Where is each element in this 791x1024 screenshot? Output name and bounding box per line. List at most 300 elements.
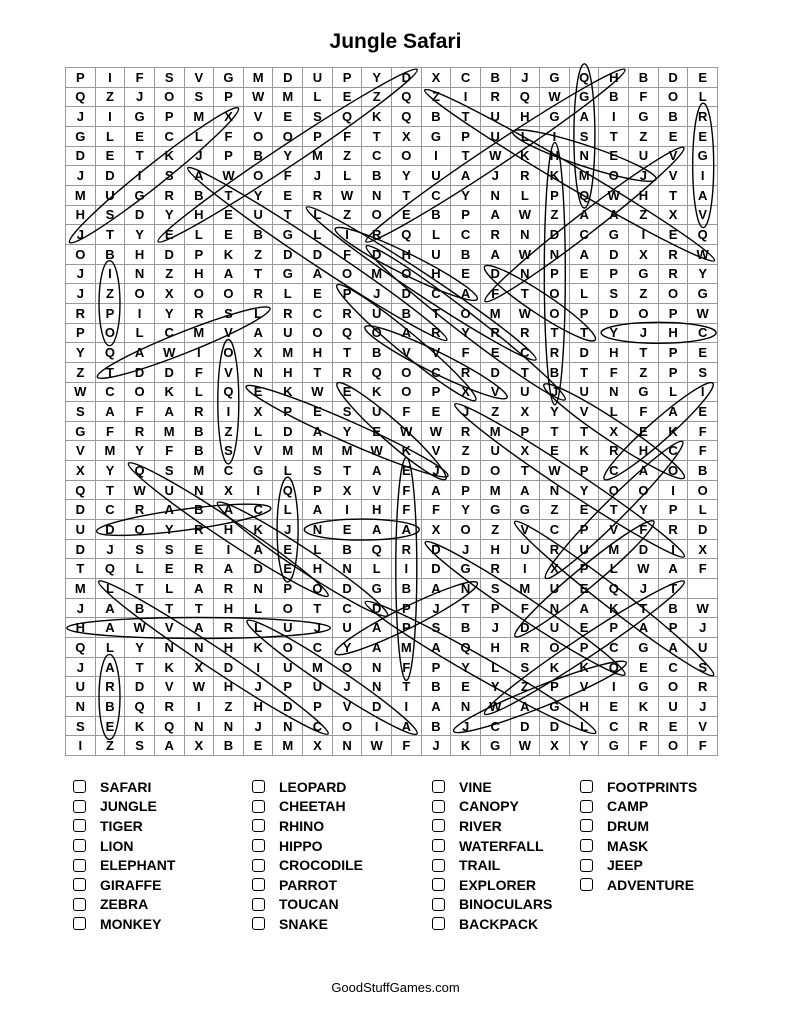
grid-cell[interactable]: J [481, 618, 511, 638]
grid-cell[interactable]: G [629, 107, 659, 127]
word-checkbox[interactable] [432, 800, 445, 813]
grid-cell[interactable]: G [629, 677, 659, 697]
grid-cell[interactable]: J [422, 736, 452, 756]
grid-cell[interactable]: A [451, 166, 481, 186]
grid-cell[interactable]: Y [451, 658, 481, 678]
grid-cell[interactable]: R [362, 225, 392, 245]
grid-cell[interactable]: W [688, 245, 718, 265]
grid-cell[interactable]: Z [451, 441, 481, 461]
grid-cell[interactable]: P [422, 658, 452, 678]
grid-cell[interactable]: M [303, 658, 333, 678]
grid-cell[interactable]: D [511, 618, 541, 638]
grid-cell[interactable]: G [540, 68, 570, 88]
grid-cell[interactable]: P [214, 147, 244, 167]
grid-cell[interactable]: X [511, 441, 541, 461]
grid-cell[interactable]: G [481, 736, 511, 756]
grid-cell[interactable]: F [629, 520, 659, 540]
grid-cell[interactable]: B [422, 107, 452, 127]
grid-cell[interactable]: B [362, 343, 392, 363]
grid-cell[interactable]: P [451, 127, 481, 147]
grid-cell[interactable]: V [244, 107, 274, 127]
word-checkbox[interactable] [73, 800, 86, 813]
grid-cell[interactable]: R [155, 697, 185, 717]
grid-cell[interactable]: H [303, 559, 333, 579]
grid-cell[interactable]: D [214, 658, 244, 678]
grid-cell[interactable]: J [66, 658, 96, 678]
grid-cell[interactable]: A [96, 658, 126, 678]
grid-cell[interactable]: J [451, 402, 481, 422]
grid-cell[interactable]: T [96, 363, 126, 383]
word-checkbox[interactable] [580, 839, 593, 852]
grid-cell[interactable]: G [629, 383, 659, 403]
grid-cell[interactable]: Q [273, 481, 303, 501]
grid-cell[interactable]: G [66, 422, 96, 442]
grid-cell[interactable]: R [599, 441, 629, 461]
grid-cell[interactable]: R [125, 500, 155, 520]
grid-cell[interactable]: Z [244, 245, 274, 265]
grid-cell[interactable]: Q [599, 658, 629, 678]
grid-cell[interactable]: Y [244, 186, 274, 206]
grid-cell[interactable]: L [185, 127, 215, 147]
grid-cell[interactable]: M [362, 265, 392, 285]
grid-cell[interactable]: Z [362, 88, 392, 108]
grid-cell[interactable]: B [125, 599, 155, 619]
grid-cell[interactable]: J [422, 599, 452, 619]
grid-cell[interactable]: J [66, 599, 96, 619]
grid-cell[interactable]: N [333, 736, 363, 756]
grid-cell[interactable]: V [66, 441, 96, 461]
grid-cell[interactable]: Q [303, 579, 333, 599]
grid-cell[interactable]: Z [422, 88, 452, 108]
grid-cell[interactable]: K [155, 147, 185, 167]
grid-cell[interactable]: L [333, 166, 363, 186]
grid-cell[interactable]: E [570, 579, 600, 599]
grid-cell[interactable]: X [155, 284, 185, 304]
grid-cell[interactable]: T [511, 363, 541, 383]
grid-cell[interactable]: Q [362, 363, 392, 383]
grid-cell[interactable]: M [155, 422, 185, 442]
grid-cell[interactable]: G [125, 186, 155, 206]
grid-cell[interactable]: Z [629, 127, 659, 147]
grid-cell[interactable]: R [333, 363, 363, 383]
grid-cell[interactable]: S [155, 540, 185, 560]
grid-cell[interactable]: P [570, 559, 600, 579]
grid-cell[interactable]: S [333, 402, 363, 422]
grid-cell[interactable]: S [481, 579, 511, 599]
grid-cell[interactable]: R [688, 107, 718, 127]
grid-cell[interactable]: I [244, 658, 274, 678]
grid-cell[interactable]: G [273, 225, 303, 245]
word-checkbox[interactable] [252, 800, 265, 813]
grid-cell[interactable]: Z [333, 147, 363, 167]
grid-cell[interactable]: M [570, 166, 600, 186]
grid-cell[interactable]: A [244, 324, 274, 344]
grid-cell[interactable]: M [273, 343, 303, 363]
grid-cell[interactable]: B [481, 68, 511, 88]
grid-cell[interactable]: F [511, 599, 541, 619]
grid-cell[interactable]: L [303, 206, 333, 226]
grid-cell[interactable]: C [599, 717, 629, 737]
word-checkbox[interactable] [432, 839, 445, 852]
grid-cell[interactable]: V [481, 383, 511, 403]
grid-cell[interactable]: E [570, 265, 600, 285]
word-item[interactable] [580, 855, 697, 875]
grid-cell[interactable]: V [570, 402, 600, 422]
grid-cell[interactable]: W [540, 88, 570, 108]
grid-cell[interactable]: L [185, 225, 215, 245]
grid-cell[interactable]: T [96, 481, 126, 501]
grid-cell[interactable]: F [392, 402, 422, 422]
grid-cell[interactable]: K [540, 658, 570, 678]
grid-cell[interactable]: X [659, 206, 689, 226]
grid-cell[interactable]: V [185, 68, 215, 88]
grid-cell[interactable]: R [481, 324, 511, 344]
word-item[interactable] [73, 875, 175, 895]
grid-cell[interactable]: S [155, 166, 185, 186]
grid-cell[interactable]: Q [570, 68, 600, 88]
grid-cell[interactable]: H [214, 599, 244, 619]
word-checkbox[interactable] [73, 917, 86, 930]
grid-cell[interactable]: R [688, 677, 718, 697]
grid-cell[interactable]: O [125, 520, 155, 540]
grid-cell[interactable]: M [66, 186, 96, 206]
word-checkbox[interactable] [252, 839, 265, 852]
grid-cell[interactable]: L [481, 658, 511, 678]
grid-cell[interactable]: E [96, 717, 126, 737]
grid-cell[interactable]: A [125, 343, 155, 363]
grid-cell[interactable]: W [511, 206, 541, 226]
grid-cell[interactable]: N [155, 638, 185, 658]
grid-cell[interactable]: Y [688, 265, 718, 285]
grid-cell[interactable]: D [422, 559, 452, 579]
grid-cell[interactable]: T [570, 324, 600, 344]
word-item[interactable] [252, 914, 363, 934]
grid-cell[interactable]: T [155, 599, 185, 619]
grid-cell[interactable]: E [244, 383, 274, 403]
grid-cell[interactable]: P [66, 68, 96, 88]
grid-cell[interactable]: I [540, 127, 570, 147]
grid-cell[interactable]: K [155, 383, 185, 403]
grid-cell[interactable]: D [392, 284, 422, 304]
grid-cell[interactable]: L [599, 402, 629, 422]
grid-cell[interactable]: A [570, 206, 600, 226]
grid-cell[interactable]: J [481, 166, 511, 186]
grid-cell[interactable]: A [96, 618, 126, 638]
word-checkbox[interactable] [580, 878, 593, 891]
grid-cell[interactable]: J [66, 225, 96, 245]
grid-cell[interactable]: A [422, 481, 452, 501]
grid-cell[interactable]: B [185, 500, 215, 520]
grid-cell[interactable]: K [214, 245, 244, 265]
grid-cell[interactable]: P [659, 500, 689, 520]
grid-cell[interactable]: Z [214, 697, 244, 717]
word-checkbox[interactable] [252, 898, 265, 911]
grid-cell[interactable]: V [570, 677, 600, 697]
grid-cell[interactable]: E [303, 284, 333, 304]
grid-cell[interactable]: R [629, 717, 659, 737]
grid-cell[interactable]: C [333, 599, 363, 619]
grid-cell[interactable]: T [362, 127, 392, 147]
grid-cell[interactable]: L [511, 186, 541, 206]
grid-cell[interactable]: E [688, 402, 718, 422]
grid-cell[interactable]: P [66, 324, 96, 344]
grid-cell[interactable]: L [244, 422, 274, 442]
grid-cell[interactable]: O [214, 284, 244, 304]
grid-cell[interactable]: J [629, 579, 659, 599]
grid-cell[interactable]: N [362, 677, 392, 697]
grid-cell[interactable]: H [273, 363, 303, 383]
grid-cell[interactable]: G [273, 265, 303, 285]
grid-cell[interactable]: A [303, 422, 333, 442]
word-checkbox[interactable] [580, 800, 593, 813]
grid-cell[interactable]: A [511, 697, 541, 717]
grid-cell[interactable]: X [422, 68, 452, 88]
grid-cell[interactable]: T [451, 107, 481, 127]
grid-cell[interactable]: X [185, 658, 215, 678]
grid-cell[interactable]: M [96, 441, 126, 461]
grid-cell[interactable]: M [333, 441, 363, 461]
grid-cell[interactable]: V [333, 697, 363, 717]
word-checkbox[interactable] [73, 898, 86, 911]
grid-cell[interactable]: P [185, 245, 215, 265]
grid-cell[interactable]: A [244, 540, 274, 560]
grid-cell[interactable]: F [392, 481, 422, 501]
word-checkbox[interactable] [73, 819, 86, 832]
grid-cell[interactable]: M [244, 68, 274, 88]
grid-cell[interactable]: T [511, 461, 541, 481]
grid-cell[interactable]: K [511, 147, 541, 167]
grid-cell[interactable]: Q [125, 697, 155, 717]
grid-cell[interactable]: I [392, 559, 422, 579]
grid-cell[interactable]: Q [392, 107, 422, 127]
grid-cell[interactable]: D [481, 363, 511, 383]
grid-cell[interactable]: L [244, 618, 274, 638]
grid-cell[interactable]: Y [155, 206, 185, 226]
grid-cell[interactable]: A [214, 265, 244, 285]
grid-cell[interactable]: U [66, 677, 96, 697]
grid-cell[interactable]: F [629, 402, 659, 422]
grid-cell[interactable]: V [155, 618, 185, 638]
grid-cell[interactable]: H [511, 107, 541, 127]
grid-cell[interactable]: E [629, 658, 659, 678]
grid-cell[interactable]: J [688, 697, 718, 717]
grid-cell[interactable]: P [333, 284, 363, 304]
grid-cell[interactable]: Z [155, 265, 185, 285]
grid-cell[interactable]: Y [540, 402, 570, 422]
grid-cell[interactable]: D [155, 245, 185, 265]
grid-cell[interactable]: G [629, 638, 659, 658]
grid-cell[interactable]: Y [570, 736, 600, 756]
word-item[interactable] [432, 895, 552, 915]
grid-cell[interactable]: M [185, 324, 215, 344]
word-checkbox[interactable] [432, 878, 445, 891]
grid-cell[interactable]: Q [333, 107, 363, 127]
grid-cell[interactable]: G [688, 147, 718, 167]
word-checkbox[interactable] [73, 780, 86, 793]
grid-cell[interactable]: F [688, 441, 718, 461]
grid-cell[interactable]: U [540, 618, 570, 638]
grid-cell[interactable]: R [214, 618, 244, 638]
grid-cell[interactable]: E [629, 422, 659, 442]
grid-cell[interactable]: D [688, 520, 718, 540]
grid-cell[interactable]: L [125, 324, 155, 344]
grid-cell[interactable]: U [303, 677, 333, 697]
grid-cell[interactable]: A [599, 206, 629, 226]
word-item[interactable] [252, 777, 363, 797]
grid-cell[interactable]: D [273, 422, 303, 442]
grid-cell[interactable]: S [66, 717, 96, 737]
grid-cell[interactable]: F [481, 284, 511, 304]
grid-cell[interactable]: X [66, 461, 96, 481]
grid-cell[interactable]: S [599, 284, 629, 304]
grid-cell[interactable]: C [540, 520, 570, 540]
grid-cell[interactable]: J [66, 284, 96, 304]
grid-cell[interactable]: P [273, 402, 303, 422]
grid-cell[interactable]: R [511, 166, 541, 186]
grid-cell[interactable]: M [273, 736, 303, 756]
grid-cell[interactable]: L [688, 88, 718, 108]
grid-cell[interactable]: Y [125, 638, 155, 658]
grid-cell[interactable]: N [362, 186, 392, 206]
grid-cell[interactable]: O [185, 284, 215, 304]
grid-cell[interactable]: Z [214, 422, 244, 442]
grid-cell[interactable]: T [333, 343, 363, 363]
word-item[interactable] [580, 816, 697, 836]
grid-cell[interactable]: O [540, 638, 570, 658]
grid-cell[interactable]: W [511, 245, 541, 265]
grid-cell[interactable]: C [451, 225, 481, 245]
grid-cell[interactable]: D [125, 363, 155, 383]
grid-cell[interactable]: Y [273, 147, 303, 167]
grid-cell[interactable]: R [451, 422, 481, 442]
grid-cell[interactable]: Z [96, 284, 126, 304]
grid-cell[interactable]: E [688, 343, 718, 363]
word-checkbox[interactable] [432, 898, 445, 911]
grid-cell[interactable]: N [451, 579, 481, 599]
grid-cell[interactable]: D [273, 245, 303, 265]
grid-cell[interactable]: C [155, 324, 185, 344]
word-checkbox[interactable] [432, 780, 445, 793]
grid-cell[interactable]: Q [155, 717, 185, 737]
grid-cell[interactable]: A [659, 559, 689, 579]
grid-cell[interactable]: G [570, 88, 600, 108]
grid-cell[interactable]: A [570, 245, 600, 265]
grid-cell[interactable]: X [540, 559, 570, 579]
grid-cell[interactable]: O [659, 461, 689, 481]
grid-cell[interactable]: J [451, 540, 481, 560]
grid-cell[interactable]: P [333, 68, 363, 88]
grid-cell[interactable]: P [214, 88, 244, 108]
grid-cell[interactable]: D [422, 540, 452, 560]
grid-cell[interactable]: X [333, 481, 363, 501]
grid-cell[interactable]: X [214, 107, 244, 127]
grid-cell[interactable]: O [244, 166, 274, 186]
grid-cell[interactable]: V [422, 343, 452, 363]
grid-cell[interactable]: B [244, 225, 274, 245]
grid-cell[interactable]: D [96, 520, 126, 540]
grid-cell[interactable]: L [244, 599, 274, 619]
grid-cell[interactable]: W [422, 422, 452, 442]
grid-cell[interactable]: U [273, 324, 303, 344]
grid-cell[interactable]: M [303, 441, 333, 461]
grid-cell[interactable]: I [422, 147, 452, 167]
grid-cell[interactable]: Y [333, 638, 363, 658]
grid-cell[interactable]: D [244, 559, 274, 579]
grid-cell[interactable]: L [96, 638, 126, 658]
letter-grid[interactable] [65, 67, 718, 756]
grid-cell[interactable]: C [688, 324, 718, 344]
grid-cell[interactable]: I [392, 697, 422, 717]
grid-cell[interactable]: U [570, 540, 600, 560]
grid-cell[interactable]: P [273, 677, 303, 697]
grid-cell[interactable]: B [451, 618, 481, 638]
grid-cell[interactable]: D [599, 304, 629, 324]
grid-cell[interactable]: C [303, 304, 333, 324]
grid-cell[interactable]: R [185, 520, 215, 540]
grid-cell[interactable]: P [540, 265, 570, 285]
grid-cell[interactable]: U [333, 618, 363, 638]
grid-cell[interactable]: X [214, 481, 244, 501]
grid-cell[interactable]: G [125, 107, 155, 127]
grid-cell[interactable]: T [451, 147, 481, 167]
grid-cell[interactable]: R [540, 343, 570, 363]
grid-cell[interactable]: H [629, 186, 659, 206]
grid-cell[interactable]: A [362, 520, 392, 540]
grid-cell[interactable]: S [214, 304, 244, 324]
grid-cell[interactable]: F [125, 402, 155, 422]
grid-cell[interactable]: G [629, 265, 659, 285]
grid-cell[interactable]: L [185, 383, 215, 403]
word-item[interactable] [252, 855, 363, 875]
grid-cell[interactable]: T [659, 186, 689, 206]
grid-cell[interactable]: U [688, 638, 718, 658]
grid-cell[interactable]: T [599, 500, 629, 520]
grid-cell[interactable]: T [392, 677, 422, 697]
word-checkbox[interactable] [580, 859, 593, 872]
grid-cell[interactable]: P [273, 579, 303, 599]
grid-cell[interactable]: Y [362, 68, 392, 88]
grid-cell[interactable]: W [629, 559, 659, 579]
grid-cell[interactable]: J [688, 618, 718, 638]
grid-cell[interactable]: U [511, 540, 541, 560]
grid-cell[interactable]: Y [451, 324, 481, 344]
grid-cell[interactable]: U [570, 383, 600, 403]
grid-cell[interactable]: P [659, 363, 689, 383]
grid-cell[interactable]: C [511, 343, 541, 363]
grid-cell[interactable]: B [422, 206, 452, 226]
grid-cell[interactable]: H [362, 500, 392, 520]
grid-cell[interactable]: E [273, 186, 303, 206]
grid-cell[interactable]: Y [451, 186, 481, 206]
grid-cell[interactable]: A [214, 500, 244, 520]
grid-cell[interactable]: Y [125, 441, 155, 461]
grid-cell[interactable]: J [629, 166, 659, 186]
grid-cell[interactable]: P [659, 304, 689, 324]
grid-cell[interactable]: P [155, 107, 185, 127]
grid-cell[interactable]: W [688, 304, 718, 324]
grid-cell[interactable]: P [303, 697, 333, 717]
grid-cell[interactable]: C [96, 383, 126, 403]
grid-cell[interactable]: E [273, 540, 303, 560]
grid-cell[interactable]: A [155, 736, 185, 756]
grid-cell[interactable]: M [481, 304, 511, 324]
grid-cell[interactable]: I [688, 383, 718, 403]
grid-cell[interactable]: O [96, 324, 126, 344]
word-item[interactable] [73, 914, 175, 934]
grid-cell[interactable]: T [629, 343, 659, 363]
grid-cell[interactable]: C [659, 441, 689, 461]
grid-cell[interactable]: U [481, 107, 511, 127]
